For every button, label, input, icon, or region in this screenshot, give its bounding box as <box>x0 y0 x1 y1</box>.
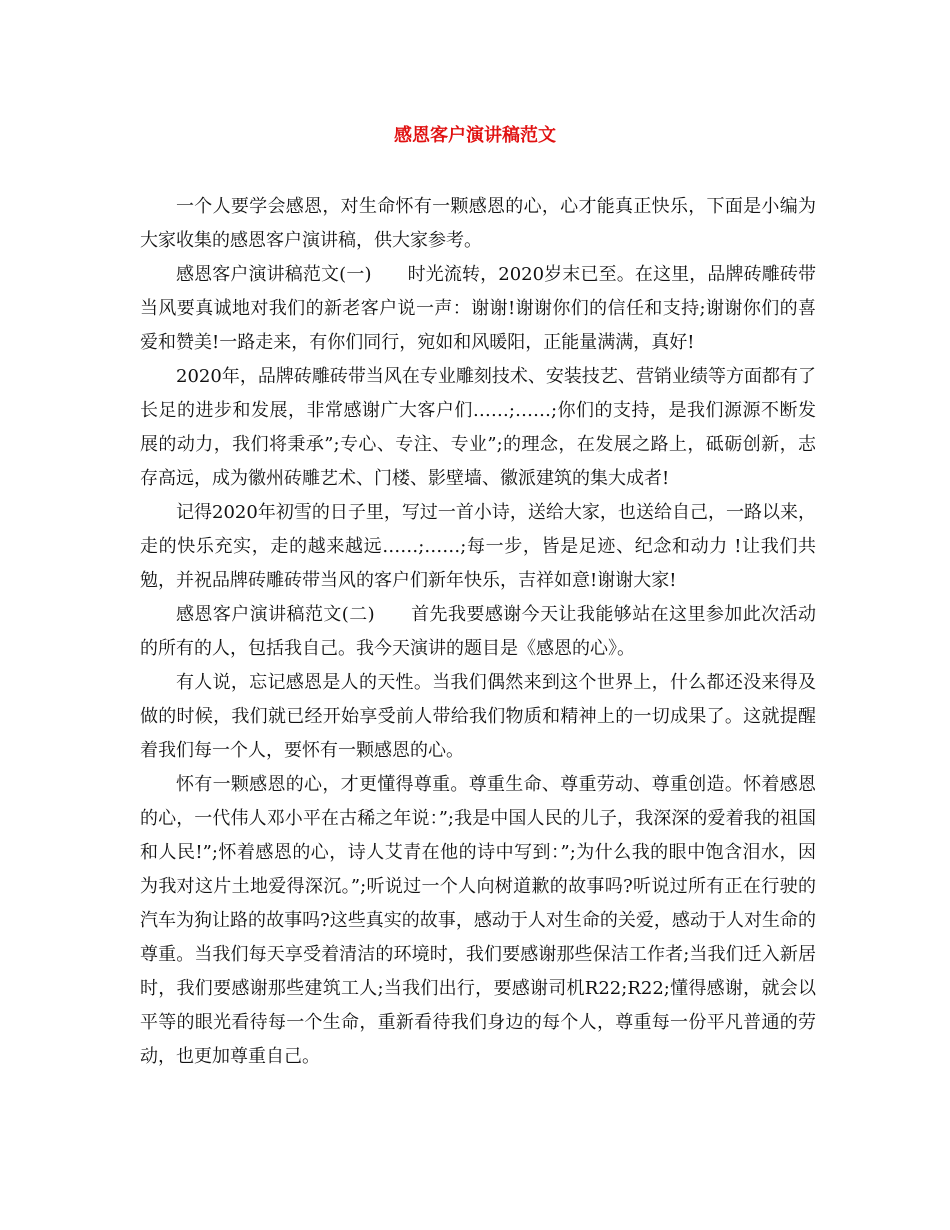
paragraph-text: 2020年，品牌砖雕砖带当风在专业雕刻技术、安装技艺、营销业绩等方面都有了长足的进步和发展，非常感谢广大客户们……;……;你们的支持，是我们源源不断发展的动力，我们将秉承”;专心、专注、专业”;的理念，在发展之路上，砥砺创新，志存高远，成为徽州砖雕艺术、门楼、影壁墙、徽派建筑的集大成者! <box>140 366 816 489</box>
paragraph-text: 首先我要感谢今天让我能够站在这里参加此次活动的所有的人，包括我自己。我今天演讲的题目是《感恩的心》。 <box>140 604 817 659</box>
document-body <box>140 190 816 1074</box>
section-heading-two: 感恩客户演讲稿范文(二) <box>176 604 375 625</box>
paragraph-text: 时光流转，2020岁末已至。在这里，品牌砖雕砖带当风要真诚地对我们的新老客户说一声：谢谢!谢谢你们的信任和支持;谢谢你们的喜爱和赞美!一路走来，有你们同行，宛如和风暖阳，正能量满满，真好! <box>140 264 816 353</box>
paragraph-2020 <box>140 360 816 496</box>
paragraph-text: 记得2020年初雪的日子里，写过一首小诗，送给大家，也送给自己，一路以来，走的快乐充实，走的越来越远……;……;每一步，皆是足迹、纪念和动力 !让我们共勉，并祝品牌砖雕砖带当风的客户们新年快乐，吉祥如意!谢谢大家! <box>140 502 816 591</box>
paragraph-section-two <box>140 598 816 666</box>
section-heading-one: 感恩客户演讲稿范文(一) <box>176 264 372 285</box>
paragraph-text: 怀有一颗感恩的心，才更懂得尊重。尊重生命、尊重劳动、尊重创造。怀着感恩的心，一代伟人邓小平在古稀之年说：”;我是中国人民的儿子，我深深的爱着我的祖国和人民!”;怀着感恩的心，诗人艾青在他的诗中写到：”;为什么我的眼中饱含泪水，因为我对这片土地爱得深沉。”;听说过一个人向树道歉的故事吗?听说过所有正在行驶的汽车为狗让路的故事吗?这些真实的故事，感动于人对生命的关爱，感动于人对生命的尊重。当我们每天享受着清洁的环境时，我们要感谢那些保洁工作者;当我们迁入新居时，我们要感谢那些建筑工人;当我们出行，要感谢司机R22;R22;懂得感谢，就会以平等的眼光看待每一个生命，重新看待我们身边的每个人，尊重每一份平凡普通的劳动，也更加尊重自己。 <box>140 774 816 1067</box>
paragraph-poem <box>140 496 816 598</box>
paragraph-text: 一个人要学会感恩，对生命怀有一颗感恩的心，心才能真正快乐，下面是小编为大家收集的感恩客户演讲稿，供大家参考。 <box>140 196 816 251</box>
paragraph-respect <box>140 768 816 1074</box>
paragraph-nature <box>140 666 816 768</box>
paragraph-section-one <box>140 258 816 360</box>
paragraph-text: 有人说，忘记感恩是人的天性。当我们偶然来到这个世界上，什么都还没来得及做的时候，我们就已经开始享受前人带给我们物质和精神上的一切成果了。这就提醒着我们每一个人，要怀有一颗感恩的心。 <box>140 672 816 761</box>
paragraph-intro <box>140 190 816 258</box>
page-title: 感恩客户演讲稿范文 <box>394 125 556 146</box>
